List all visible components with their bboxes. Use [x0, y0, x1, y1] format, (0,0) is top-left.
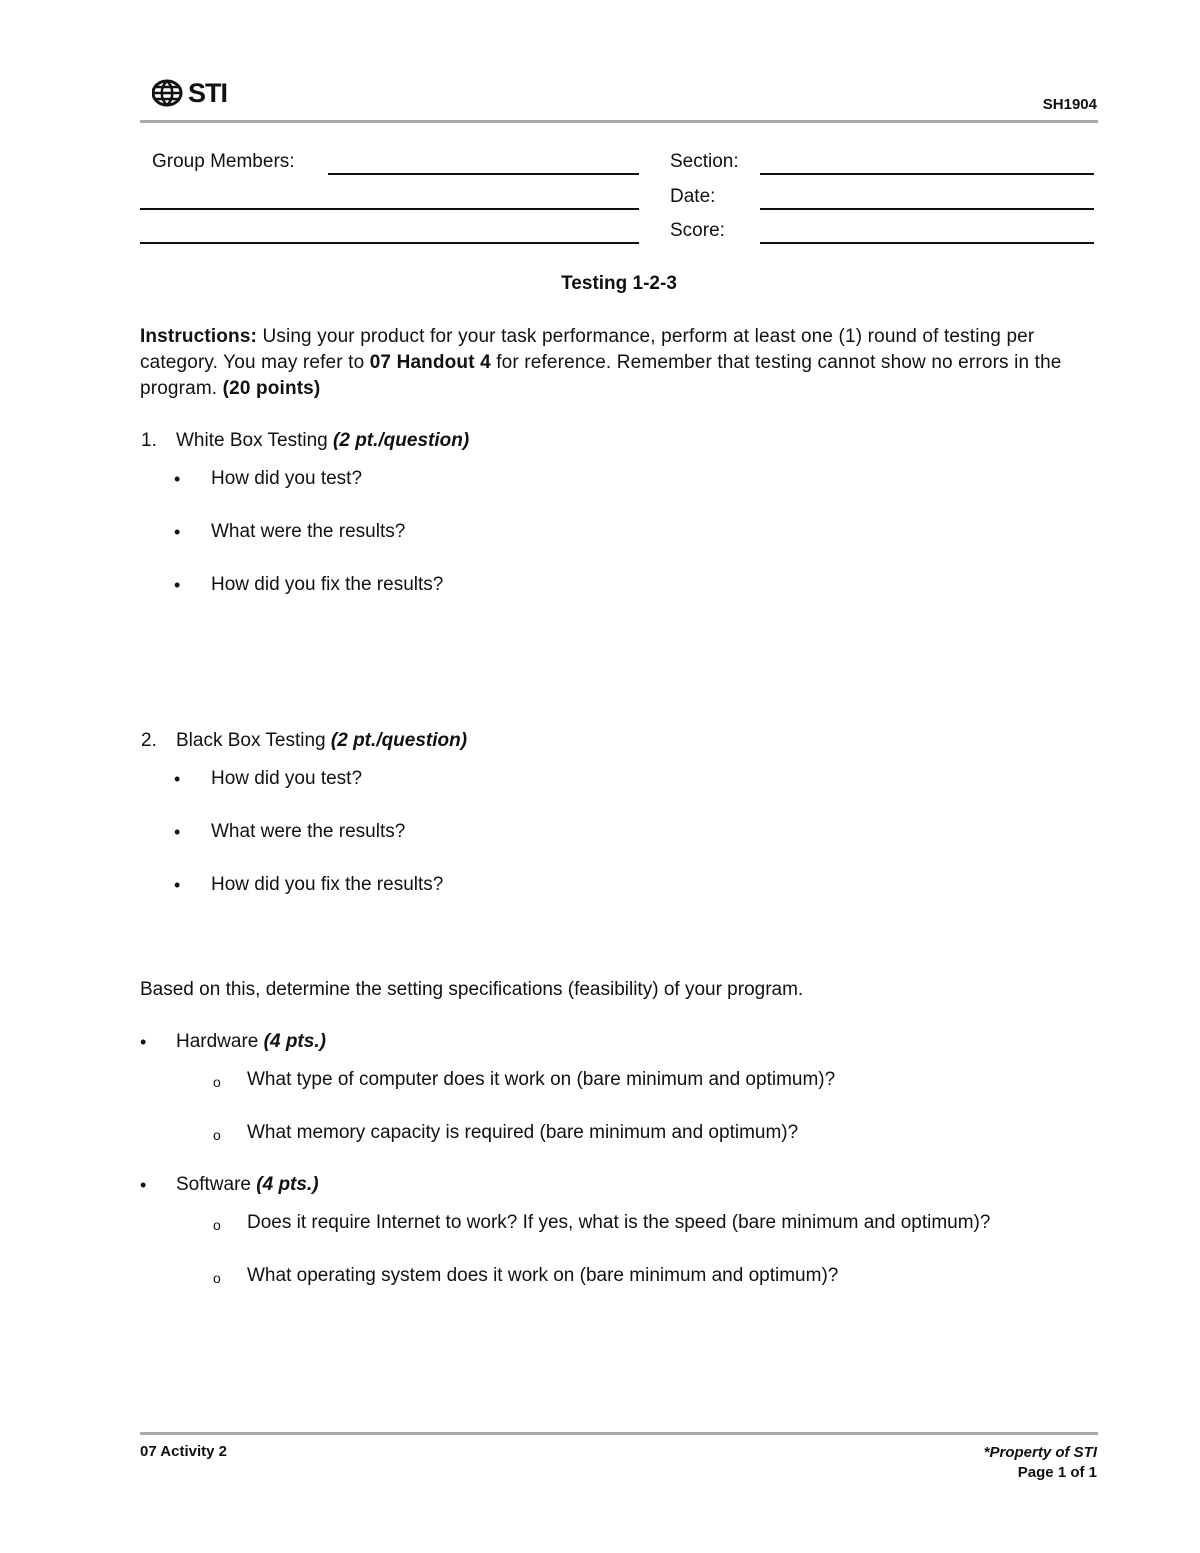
- section-field[interactable]: [760, 173, 1094, 175]
- bullet-icon: •: [174, 469, 181, 489]
- instructions-label: Instructions:: [140, 326, 258, 347]
- based-on-text: Based on this, determine the setting specifications (feasibility) of your program.: [140, 979, 804, 1000]
- question-item: How did you fix the results?: [211, 874, 444, 895]
- activity-title: Testing 1-2-3: [561, 273, 677, 294]
- section-heading: [176, 430, 469, 452]
- sub-bullet-icon: o: [213, 1217, 221, 1233]
- section-points: (2 pt./question): [333, 430, 470, 451]
- group-members-field-1[interactable]: [328, 173, 639, 175]
- question-item: What were the results?: [211, 821, 406, 842]
- document-code: SH1904: [1042, 96, 1097, 113]
- spec-title: Software: [176, 1174, 257, 1195]
- property-note: *Property of STI: [983, 1444, 1097, 1461]
- bullet-icon: •: [140, 1175, 147, 1195]
- sub-bullet-icon: o: [213, 1074, 221, 1090]
- spec-points: (4 pts.): [263, 1031, 326, 1052]
- date-label: Date:: [670, 186, 716, 207]
- section-number: 1.: [141, 430, 157, 451]
- total-points: (20 points): [222, 378, 321, 399]
- spec-item: What memory capacity is required (bare minimum and optimum)?: [247, 1122, 799, 1143]
- header-divider: [140, 120, 1098, 123]
- section-title: White Box Testing: [176, 430, 334, 451]
- section-label: Section:: [670, 151, 739, 172]
- footer-divider: [140, 1432, 1098, 1435]
- section-heading: [176, 730, 467, 752]
- question-item: How did you fix the results?: [211, 574, 444, 595]
- bullet-icon: •: [174, 822, 181, 842]
- group-members-field-2[interactable]: [140, 208, 639, 210]
- section-title: Black Box Testing: [176, 730, 331, 751]
- spec-item: What operating system does it work on (bare minimum and optimum)?: [247, 1265, 839, 1286]
- group-members-field-3[interactable]: [140, 242, 639, 244]
- bullet-icon: •: [174, 575, 181, 595]
- score-field[interactable]: [760, 242, 1094, 244]
- sub-bullet-icon: o: [213, 1270, 221, 1286]
- activity-label: 07 Activity 2: [140, 1443, 227, 1460]
- section-number: 2.: [141, 730, 157, 751]
- section-points: (2 pt./question): [330, 730, 468, 751]
- bullet-icon: •: [174, 522, 181, 542]
- group-members-label: Group Members:: [152, 151, 295, 172]
- bullet-icon: •: [174, 875, 181, 895]
- question-item: What were the results?: [211, 521, 406, 542]
- spec-item: Does it require Internet to work? If yes, what is the speed (bare minimum and optimum)?: [247, 1212, 991, 1233]
- logo-text: STI: [188, 78, 228, 108]
- spec-title: Hardware: [176, 1031, 264, 1052]
- instructions-text-1: Using your product for your task performance, perform at least one (1) round of testing per category. You may refer to: [140, 326, 1035, 373]
- footer-right: [984, 1443, 1097, 1483]
- spec-heading: [176, 1031, 326, 1053]
- globe-icon: [152, 79, 186, 107]
- spec-heading: [176, 1174, 319, 1196]
- spec-item: What type of computer does it work on (bare minimum and optimum)?: [247, 1069, 836, 1090]
- handout-reference: 07 Handout 4: [369, 352, 491, 373]
- question-item: How did you test?: [211, 768, 363, 789]
- instructions: [140, 324, 1100, 402]
- page-number: Page 1 of 1: [1017, 1464, 1097, 1481]
- question-item: How did you test?: [211, 468, 363, 489]
- instructions-text-2: for reference. Remember that testing cannot show no errors in the program.: [140, 352, 1062, 399]
- sti-logo: [152, 78, 227, 108]
- sub-bullet-icon: o: [213, 1127, 221, 1143]
- spec-points: (4 pts.): [256, 1174, 319, 1195]
- date-field[interactable]: [760, 208, 1094, 210]
- score-label: Score:: [670, 220, 725, 241]
- bullet-icon: •: [174, 769, 181, 789]
- bullet-icon: •: [140, 1032, 147, 1052]
